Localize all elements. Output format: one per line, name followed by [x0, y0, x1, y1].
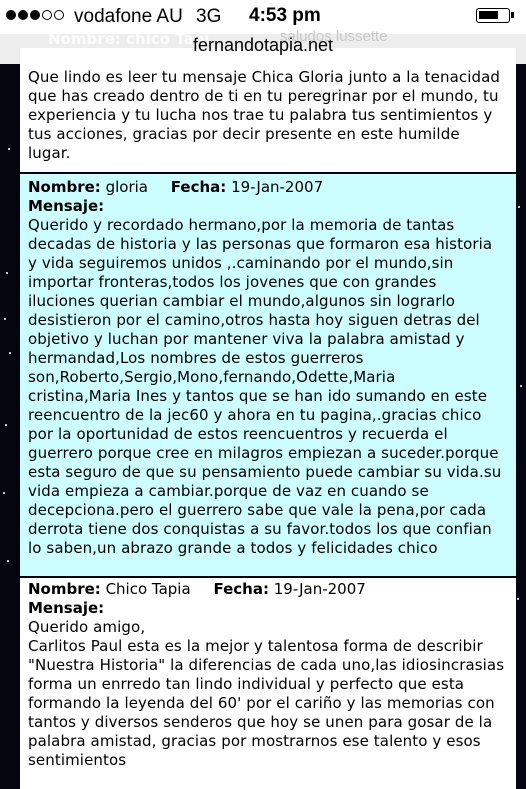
date-label: Fecha: — [170, 178, 227, 196]
name-label: Nombre: — [28, 178, 101, 196]
message-body: Querido y recordado hermano,por la memoria de tantas decadas de historia y las personas que formaron esa historia y vida seguiremos unidos ,.caminando por el mundo,sin importar fronteras,todos los jovenes que con grandes iluciones querian cambiar el mundo,algunos sin lograrlo desistieron por el camino,otros hasta hoy siguen detras del objetivo y luchan por mantener viva la palabra amistad y hermandad,Los nombres de estos guerreros son,Roberto,Sergio,Mono,fernando,Odette,Maria cristina,Maria Ines y tantos que se han ido sumando en este reencuentro de la jec60 y ahora en tu pagina,.gracias chico por la oportunidad de estos reencuentros y recuerda el guerrero porque cree en milagros empiezan a suceder.porque esta seguro de que su pensamiento puede cambiar su vida.su vida empieza a cambiar.porque de vaz en cuando se decepciona.pero el guerrero sabe que vale la pena,por cada derrota tiene dos conquistas a su favor.todos los que confian lo saben,un abrazo grande a todos y felicidades chico — [28, 216, 502, 557]
author-name: gloria — [105, 178, 148, 196]
network-type: 3G — [196, 6, 222, 27]
entry-header — [28, 580, 514, 599]
guestbook-entry — [20, 578, 516, 789]
url-text[interactable]: fernandotapia.net — [192, 35, 334, 55]
signal-strength-icon — [6, 10, 66, 24]
battery-icon — [476, 8, 510, 23]
message-body: Que lindo es leer tu mensaje Chica Gloria junto a la tenacidad que has creado dentro de ti en tu peregrinar por el mundo, tu experiencia y tu lucha nos trae tu palabra tus sentimientos y tus acciones, gracias por decir presente en este humilde lugar. — [28, 68, 501, 162]
message-label: Mensaje: — [28, 197, 105, 215]
name-label: Nombre: — [28, 580, 101, 598]
message-body: Querido amigo, Carlitos Paul esta es la mejor y talentosa forma de describir "Nuestra Historia" la diferencias de cada uno,las idiosincrasias forma un enrredo tan lindo individual y perfecto que esta formando la leyenda del 60' por el cariño y las memorias con tantos y diversos senderos que hoy se unen para gosar de la palabra amistad, gracias por mostrarnos ese talento y esos sentimientos — [28, 618, 505, 769]
guestbook-entry — [20, 48, 516, 172]
carrier-name: vodafone AU — [74, 6, 183, 27]
address-bar[interactable] — [0, 28, 526, 64]
date-label: Fecha: — [213, 580, 269, 598]
message-label: Mensaje: — [28, 599, 105, 617]
status-time: 4:53 pm — [249, 5, 321, 26]
entry-header — [28, 178, 514, 197]
scrolled-content-ghost-text: saludos lussette — [280, 28, 388, 45]
guestbook-entry — [20, 174, 516, 576]
status-bar — [0, 0, 526, 34]
entry-date: 19-Jan-2007 — [273, 580, 366, 598]
entry-date: 19-Jan-2007 — [231, 178, 324, 196]
author-name: Chico Tapia — [105, 580, 191, 598]
guestbook-content[interactable] — [20, 0, 516, 789]
